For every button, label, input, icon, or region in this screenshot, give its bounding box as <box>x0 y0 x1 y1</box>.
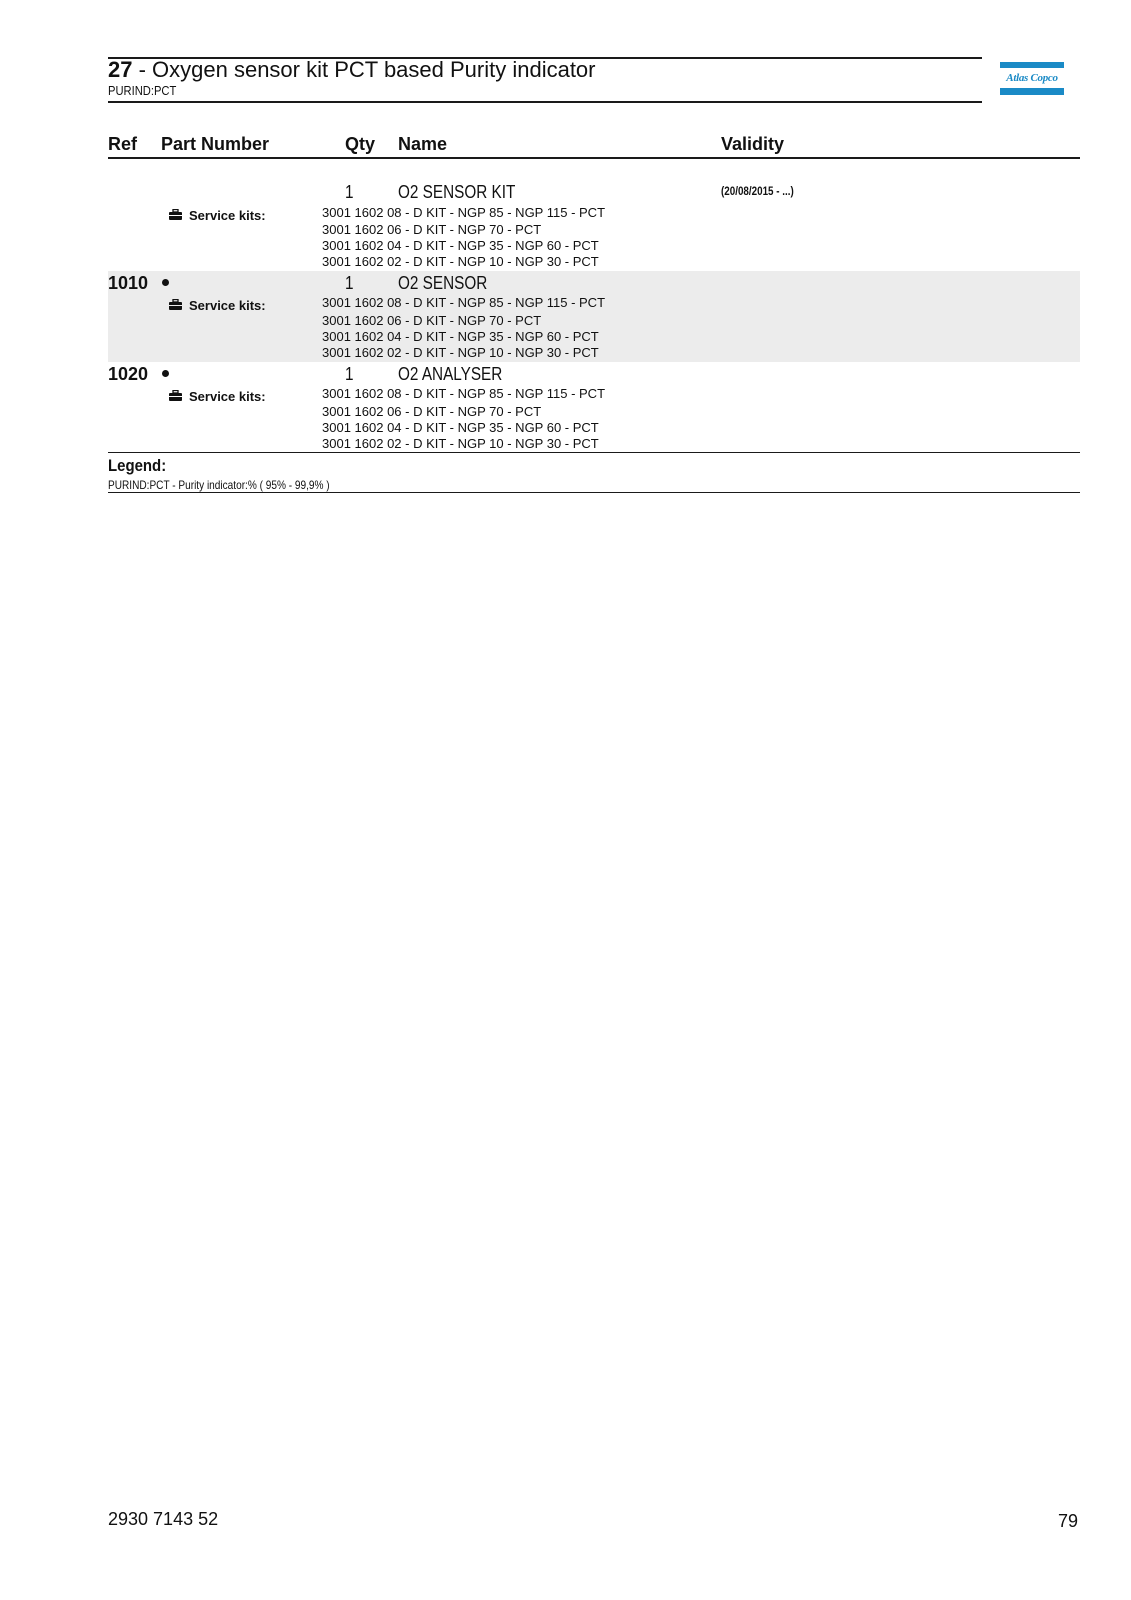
service-kit-line: 3001 1602 02 - D KIT - NGP 10 - NGP 30 - PCT <box>322 436 599 451</box>
service-kit-line: 3001 1602 02 - D KIT - NGP 10 - NGP 30 - PCT <box>322 254 599 269</box>
service-kit-line: 3001 1602 04 - D KIT - NGP 35 - NGP 60 - PCT <box>322 329 599 344</box>
service-kit-line: 3001 1602 04 - D KIT - NGP 35 - NGP 60 - PCT <box>322 420 599 435</box>
page-title <box>108 56 596 84</box>
legend-title: Legend: <box>108 456 167 475</box>
service-kit-line: 3001 1602 08 - D KIT - NGP 85 - NGP 115 - PCT <box>322 386 606 401</box>
service-kit-line: 3001 1602 08 - D KIT - NGP 85 - NGP 115 - PCT <box>322 295 606 310</box>
service-kits-label: Service kits: <box>189 389 266 404</box>
service-kits-label: Service kits: <box>189 298 266 313</box>
service-kit-line: 3001 1602 08 - D KIT - NGP 85 - NGP 115 - PCT <box>322 205 606 220</box>
toolbox-icon <box>169 390 182 401</box>
brand-logo <box>1000 62 1064 95</box>
page-number: 79 <box>1058 1511 1079 1531</box>
part-bullet <box>162 279 169 286</box>
column-header-rule <box>108 157 1080 159</box>
section-number: 27 <box>108 57 133 82</box>
row-qty: 1 <box>345 273 354 293</box>
page-subtitle: PURIND:PCT <box>108 83 177 98</box>
column-header-part-number: Part Number <box>161 134 270 154</box>
toolbox-icon <box>169 209 182 220</box>
column-header-qty: Qty <box>345 134 376 154</box>
toolbox-icon <box>169 299 182 310</box>
logo-text: Atlas Copco <box>1006 72 1058 84</box>
row-qty: 1 <box>345 364 354 384</box>
section-title: - Oxygen sensor kit PCT based Purity indicator <box>132 57 596 82</box>
part-bullet <box>162 370 169 377</box>
column-header-validity: Validity <box>721 134 785 154</box>
service-kit-line: 3001 1602 06 - D KIT - NGP 70 - PCT <box>322 313 542 328</box>
legend-bottom-rule <box>108 492 1080 493</box>
legend-text: PURIND:PCT - Purity indicator:% ( 95% - 99,9% ) <box>108 478 330 492</box>
row-name: O2 SENSOR KIT <box>398 182 516 202</box>
row-name: O2 SENSOR <box>398 273 488 293</box>
service-kit-line: 3001 1602 02 - D KIT - NGP 10 - NGP 30 - PCT <box>322 345 599 360</box>
logo-band-top <box>1000 62 1064 68</box>
service-kit-line: 3001 1602 04 - D KIT - NGP 35 - NGP 60 - PCT <box>322 238 599 253</box>
header-bottom-rule <box>108 101 982 103</box>
logo-band-bottom <box>1000 88 1064 95</box>
column-header-name: Name <box>398 134 448 154</box>
service-kit-line: 3001 1602 06 - D KIT - NGP 70 - PCT <box>322 222 542 237</box>
row-validity: (20/08/2015 - ...) <box>721 184 794 198</box>
service-kits-label: Service kits: <box>189 208 266 223</box>
row-ref: 1010 <box>108 273 149 293</box>
document-number: 2930 7143 52 <box>108 1509 219 1529</box>
table-bottom-rule <box>108 452 1080 453</box>
service-kit-line: 3001 1602 06 - D KIT - NGP 70 - PCT <box>322 404 542 419</box>
row-qty: 1 <box>345 182 354 202</box>
column-header-ref: Ref <box>108 134 138 154</box>
row-name: O2 ANALYSER <box>398 364 503 384</box>
row-ref: 1020 <box>108 364 149 384</box>
